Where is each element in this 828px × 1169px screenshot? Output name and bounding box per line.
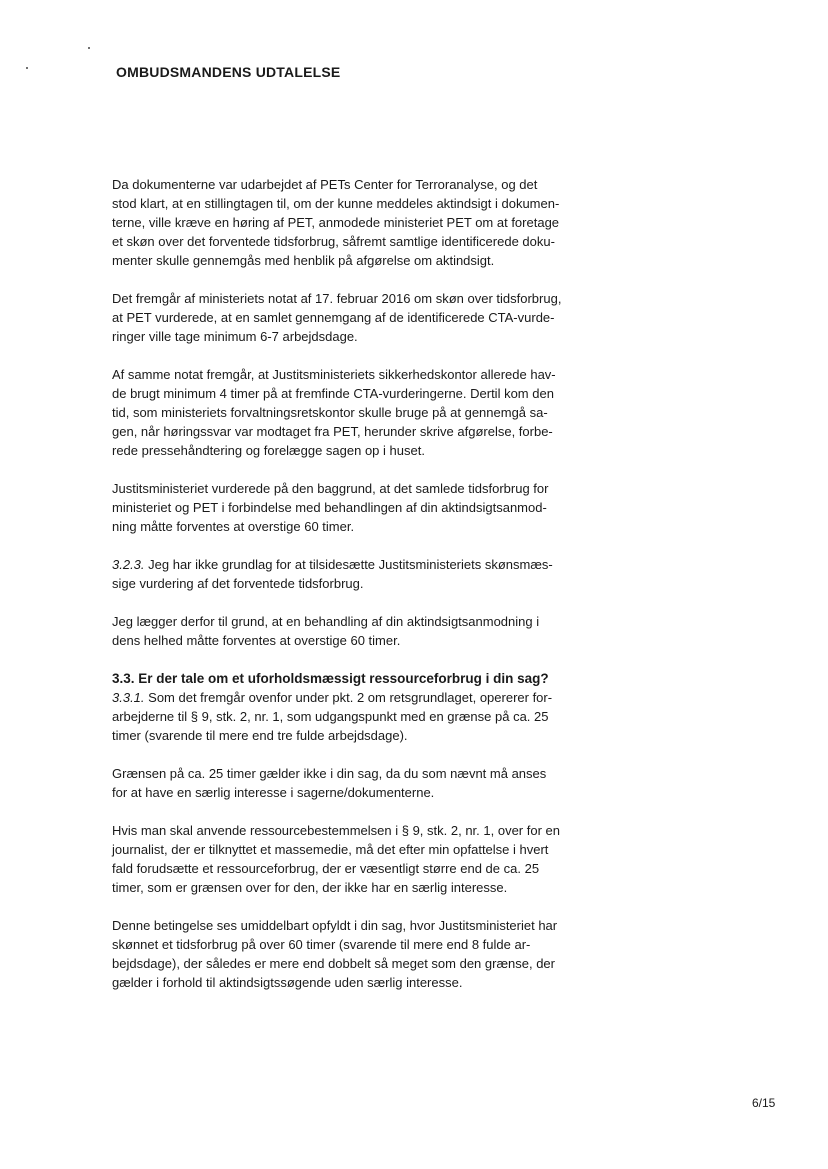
text-line: bejdsdage), der således er mere end dobbelt så meget som den grænse, der bbox=[112, 956, 555, 971]
text-line: gen, når høringssvar var modtaget fra PET, herunder skrive afgørelse, forbe- bbox=[112, 424, 553, 439]
text-line: gælder i forhold til aktindsigtssøgende uden særlig interesse. bbox=[112, 975, 463, 990]
text-line: stod klart, at en stillingtagen til, om der kunne meddeles aktindsigt i dokumen- bbox=[112, 196, 560, 211]
text-segment: Jeg har ikke grundlag for at tilsidesætte Justitsministeriets skønsmæs- bbox=[144, 557, 553, 572]
paragraph bbox=[112, 612, 582, 650]
text-line: Da dokumenterne var udarbejdet af PETs Center for Terroranalyse, og det bbox=[112, 177, 538, 192]
text-line: ringer ville tage minimum 6-7 arbejdsdage. bbox=[112, 329, 358, 344]
text-line bbox=[112, 688, 582, 707]
paragraph bbox=[112, 175, 582, 270]
text-line: timer (svarende til mere end tre fulde arbejdsdage). bbox=[112, 728, 408, 743]
paragraph bbox=[112, 764, 582, 802]
text-line bbox=[112, 555, 582, 574]
text-line: menter skulle gennemgås med henblik på afgørelse om aktindsigt. bbox=[112, 253, 495, 268]
scan-speck bbox=[88, 47, 90, 49]
text-line: journalist, der er tilknyttet et massemedie, må det efter min opfattelse i hvert bbox=[112, 842, 549, 857]
paragraph bbox=[112, 365, 582, 460]
text-line: Hvis man skal anvende ressourcebestemmelsen i § 9, stk. 2, nr. 1, over for en bbox=[112, 823, 560, 838]
text-line: Af samme notat fremgår, at Justitsministeriets sikkerhedskontor allerede hav- bbox=[112, 367, 556, 382]
text-line: for at have en særlig interesse i sagerne/dokumenterne. bbox=[112, 785, 435, 800]
text-line: Denne betingelse ses umiddelbart opfyldt i din sag, hvor Justitsministeriet har bbox=[112, 918, 558, 933]
text-line: timer, som er grænsen over for den, der ikke har en særlig interesse. bbox=[112, 880, 508, 895]
text-line: arbejderne til § 9, stk. 2, nr. 1, som udgangspunkt med en grænse på ca. 25 bbox=[112, 709, 549, 724]
text-line: ning måtte forventes at overstige 60 timer. bbox=[112, 519, 355, 534]
page-title: OMBUDSMANDENS UDTALELSE bbox=[116, 64, 341, 80]
section-heading: 3.3. Er der tale om et uforholdsmæssigt ressourceforbrug i din sag? bbox=[112, 671, 549, 686]
paragraph bbox=[112, 555, 582, 593]
text-line: Justitsministeriet vurderede på den baggrund, at det samlede tidsforbrug for bbox=[112, 481, 549, 496]
text-line: de brugt minimum 4 timer på at fremfinde CTA-vurderingerne. Dertil kom den bbox=[112, 386, 554, 401]
text-line: tid, som ministeriets forvaltningsretskontor skulle bruge på at gennemgå sa- bbox=[112, 405, 548, 420]
text-line: rede pressehåndtering og forelægge sagen op i huset. bbox=[112, 443, 425, 458]
section-number: 3.2.3. bbox=[112, 557, 145, 572]
text-line: at PET vurderede, at en samlet gennemgang af de identificerede CTA-vurde- bbox=[112, 310, 555, 325]
paragraph bbox=[112, 916, 582, 992]
text-line: dens helhed måtte forventes at overstige 60 timer. bbox=[112, 633, 401, 648]
text-line: ministeriet og PET i forbindelse med behandlingen af din aktindsigtsanmod- bbox=[112, 500, 547, 515]
document-body bbox=[112, 175, 582, 1011]
text-line: sige vurdering af det forventede tidsforbrug. bbox=[112, 576, 364, 591]
text-segment: Som det fremgår ovenfor under pkt. 2 om retsgrundlaget, opererer for- bbox=[144, 690, 553, 705]
page-number: 6/15 bbox=[752, 1096, 776, 1110]
text-line: Grænsen på ca. 25 timer gælder ikke i din sag, da du som nævnt må anses bbox=[112, 766, 547, 781]
text-line: Jeg lægger derfor til grund, at en behandling af din aktindsigtsanmodning i bbox=[112, 614, 540, 629]
text-line: et skøn over det forventede tidsforbrug, såfremt samtlige identificerede doku- bbox=[112, 234, 555, 249]
scan-speck bbox=[26, 67, 28, 69]
text-line: skønnet et tidsforbrug på over 60 timer (svarende til mere end 8 fulde ar- bbox=[112, 937, 531, 952]
text-line: Det fremgår af ministeriets notat af 17. februar 2016 om skøn over tidsforbrug, bbox=[112, 291, 562, 306]
text-line: terne, ville kræve en høring af PET, anmodede ministeriet PET om at foretage bbox=[112, 215, 560, 230]
paragraph bbox=[112, 821, 582, 897]
paragraph bbox=[112, 479, 582, 536]
text-line: fald forudsætte et ressourceforbrug, der er væsentligt større end de ca. 25 bbox=[112, 861, 540, 876]
section-number: 3.3.1. bbox=[112, 690, 145, 705]
section-block bbox=[112, 669, 582, 745]
paragraph bbox=[112, 289, 582, 346]
